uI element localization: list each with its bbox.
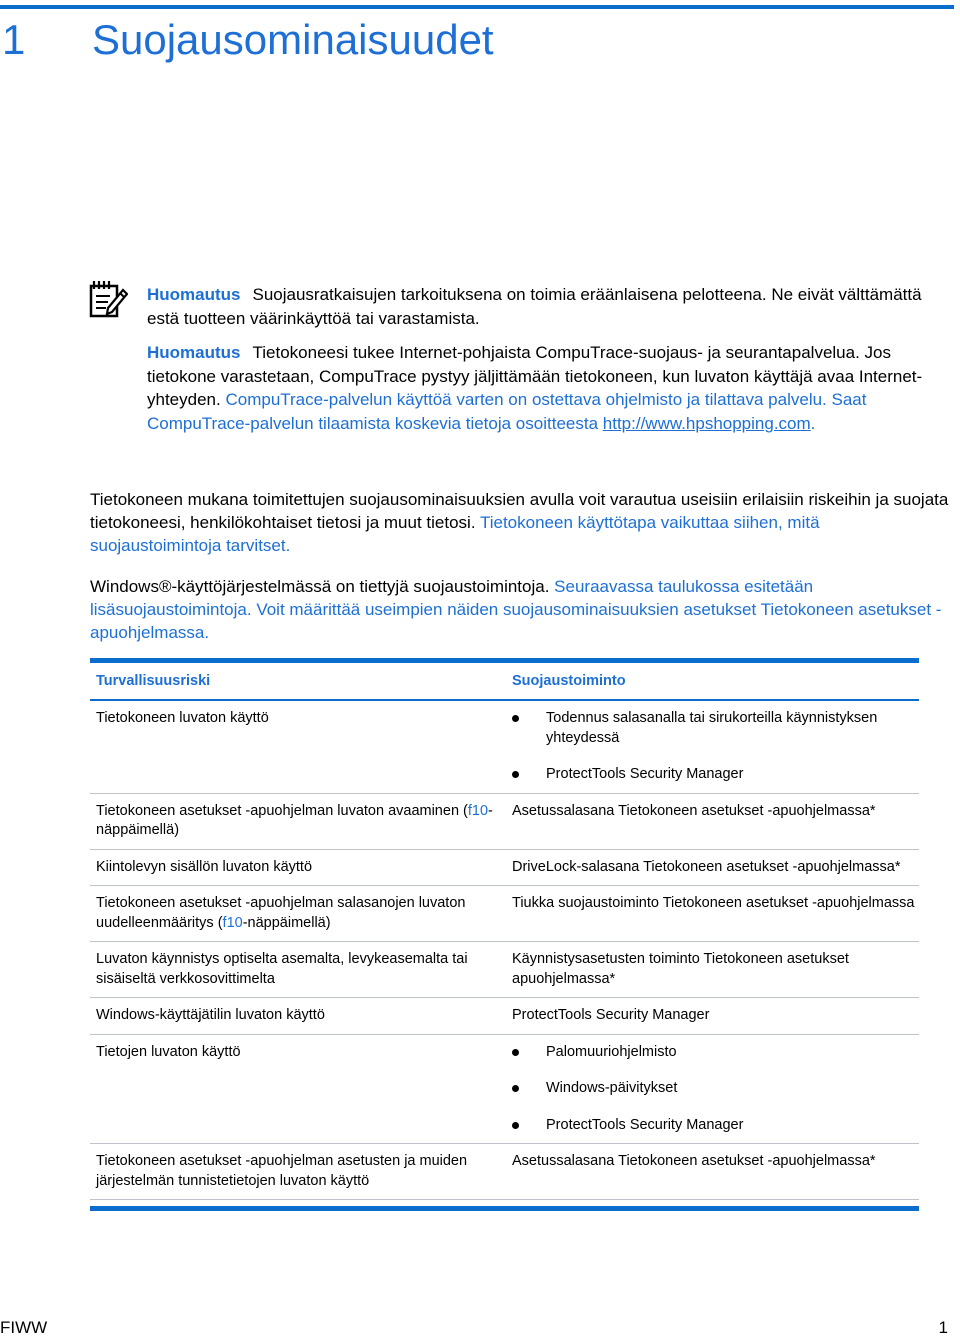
intro-paragraph bbox=[90, 488, 955, 557]
header-risk: Turvallisuusriski bbox=[96, 673, 211, 689]
f10-key: f10 bbox=[222, 914, 243, 931]
link-period: . bbox=[810, 413, 816, 433]
table-row bbox=[90, 942, 919, 998]
risk-cell: Kiintolevyn sisällön luvaton käyttö bbox=[96, 858, 313, 875]
hpshopping-link[interactable]: http://www.hpshopping.com bbox=[602, 413, 811, 433]
table-bottom-rule bbox=[90, 1206, 919, 1211]
risk-cell bbox=[90, 886, 506, 941]
table-row bbox=[90, 850, 919, 887]
risk-cell: Tietokoneen luvaton käyttö bbox=[96, 710, 269, 726]
note-2 bbox=[147, 341, 957, 435]
table-row bbox=[90, 794, 919, 850]
note-1 bbox=[147, 283, 957, 330]
table-row bbox=[90, 998, 919, 1035]
risk-text: Tietokoneen asetukset -apuohjelman luvaton avaaminen ( bbox=[96, 802, 468, 819]
list-item: ProtectTools Security Manager bbox=[512, 765, 919, 785]
risk-cell: Tietokoneen asetukset -apuohjelman asetusten ja muiden järjestelmän tunnistetietojen luvaton käyttö bbox=[96, 1153, 468, 1189]
risk-text: Tietokoneen asetukset -apuohjelman salasanojen luvaton uudelleenmääritys ( bbox=[96, 895, 466, 931]
intro-text-highlight: Tietokoneen käyttötapa vaikuttaa siihen, mitä suojaustoimintoja tarvitset. bbox=[90, 513, 820, 555]
windows-text-highlight-2: Voit määrittää useimpien näiden suojausominaisuuksien asetukset Tietokoneen asetukset -apuohjelmassa. bbox=[90, 600, 942, 642]
risk-cell: Tietojen luvaton käyttö bbox=[96, 1043, 241, 1060]
note-label: Huomautus bbox=[147, 285, 241, 304]
list-item: ProtectTools Security Manager bbox=[512, 1116, 919, 1136]
note-label: Huomautus bbox=[147, 343, 241, 362]
chapter-number: 1 bbox=[2, 16, 26, 63]
table-header-row bbox=[90, 663, 919, 701]
windows-paragraph bbox=[90, 575, 955, 644]
windows-text: Windows®-käyttöjärjestelmässä on tiettyjä suojaustoimintoja. bbox=[90, 577, 550, 596]
intro-text: Tietokoneen mukana toimitettujen suojausominaisuuksien avulla voit varautua useisiin erilaisiin riskeihin ja suojata tietokoneesi, henkilökohtaiset tietosi ja muut tietosi. bbox=[90, 490, 949, 532]
list-item: Palomuuriohjelmisto bbox=[512, 1043, 919, 1063]
notes-block bbox=[147, 283, 957, 446]
note-text: Suojausratkaisujen tarkoituksena on toimia eräänlaisena pelotteena. Ne eivät välttämättä estä tuotteen väärinkäyttöä tai varastamista. bbox=[147, 285, 922, 328]
feature-cell bbox=[506, 1035, 919, 1144]
feature-list bbox=[512, 1043, 919, 1136]
feature-list bbox=[512, 709, 919, 785]
footer-left-label: FIWW bbox=[0, 1318, 48, 1337]
note-text: Tietokoneesi tukee Internet-pohjaista CompuTrace-suojaus- ja seurantapalvelua. Jos tietokone varastetaan, CompuTrace pystyy jäljittämään tietokoneen, kun luvaton käyttäjä avaa Internet-yhteyden. bbox=[147, 343, 923, 409]
windows-text-highlight-1: Seuraavassa taulukossa esitetään lisäsuojaustoimintoja. bbox=[90, 577, 814, 619]
feature-cell bbox=[506, 701, 919, 793]
risk-cell bbox=[90, 794, 506, 849]
risk-text: -näppäimellä) bbox=[242, 914, 331, 931]
table-row bbox=[90, 701, 919, 794]
list-item: Todennus salasanalla tai sirukorteilla käynnistyksen yhteydessä bbox=[512, 709, 919, 748]
table-row bbox=[90, 1144, 919, 1200]
feature-cell: Asetussalasana Tietokoneen asetukset -apuohjelmassa* bbox=[512, 1153, 876, 1169]
security-table bbox=[90, 658, 919, 1211]
note-text-highlight: CompuTrace-palvelun käyttöä varten on ostettava ohjelmisto ja tilattava palvelu. Saat CompuTrace-palvelun tilaamista koskevia tietoja osoitteesta bbox=[147, 390, 867, 433]
chapter-heading bbox=[0, 14, 494, 66]
risk-text: -näppäimellä) bbox=[96, 802, 493, 838]
table-row bbox=[90, 886, 919, 942]
header-feature: Suojaustoiminto bbox=[512, 673, 626, 689]
table-row bbox=[90, 1035, 919, 1145]
risk-cell: Luvaton käynnistys optiselta asemalta, levykeasemalta tai sisäiseltä verkkosovittimelta bbox=[96, 951, 468, 987]
feature-cell: DriveLock-salasana Tietokoneen asetukset -apuohjelmassa* bbox=[512, 858, 901, 875]
chapter-title: Suojausominaisuudet bbox=[92, 16, 494, 63]
f10-key: f10 bbox=[467, 802, 489, 819]
feature-cell: ProtectTools Security Manager bbox=[512, 1007, 710, 1023]
page-number: 1 bbox=[938, 1318, 948, 1337]
note-pencil-icon bbox=[88, 278, 128, 320]
feature-cell: Käynnistysasetusten toiminto Tietokoneen asetukset apuohjelmassa* bbox=[512, 951, 849, 987]
feature-cell: Asetussalasana Tietokoneen asetukset -apuohjelmassa* bbox=[512, 802, 876, 819]
chapter-top-rule bbox=[0, 5, 954, 9]
risk-cell: Windows-käyttäjätilin luvaton käyttö bbox=[96, 1007, 325, 1023]
feature-cell: Tiukka suojaustoiminto Tietokoneen asetukset -apuohjelmassa bbox=[512, 895, 915, 911]
list-item: Windows-päivitykset bbox=[512, 1079, 919, 1099]
